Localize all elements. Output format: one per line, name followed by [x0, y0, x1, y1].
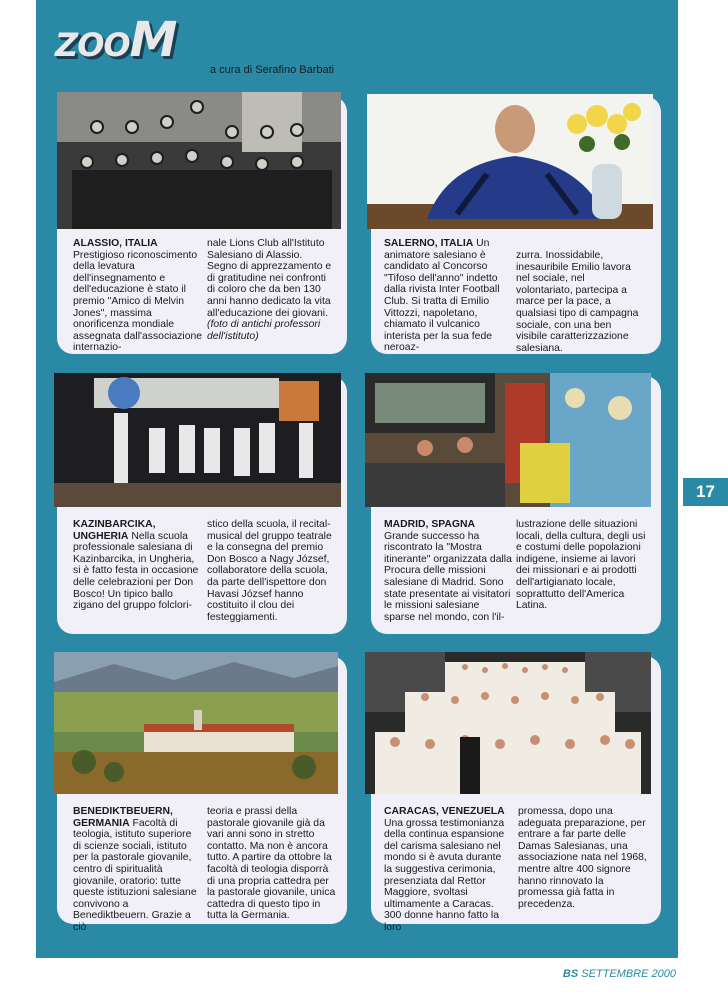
headline: MADRID, SPAGNA — [384, 519, 476, 530]
photo-caption: (foto di antichi professori dell'istituto) — [207, 319, 321, 342]
article-kazinbarcika-col2: stico della scuola, il recital-musical del gruppo teatrale e la consegna del premio Don Bosco a Nagy József, collaboratore della scuola, da parte dell'ispettore don Havasi József hanno costituito il clou dei festeggiamenti. — [207, 519, 332, 623]
article-madrid-col2: lustrazione delle situazioni locali, della cultura, degli usi e costumi delle popolazioni indigene, insieme ai lavori dei missionari e ai prodotti dell'artigianato locale, soprattutto dell'America Latina. — [516, 519, 646, 612]
photo-madrid — [365, 373, 651, 507]
article-caracas-col2: promessa, dopo una adeguata preparazione, per entrare a far parte delle Damas Salesianas, una associazione nata nel 1968, mentre altre 400 signore hanno rinnovato la promessa già fatta in precedenza. — [518, 806, 647, 910]
photo-kazinbarcika-image — [54, 373, 341, 507]
photo-benediktbeuern-image — [54, 652, 338, 794]
headline: CARACAS, VENEZUELA — [384, 806, 505, 817]
headline: SALERNO, ITALIA — [384, 238, 474, 249]
article-kazinbarcika-col1: KAZINBARCIKA, UNGHERIA Nella scuola professionale salesiana di Kazinbarcika, in Ungheria, si è fatto festa in occasione delle celebrazioni per Don Bosco! Un tipico ballo zigano del gruppo folclori- — [73, 519, 199, 612]
headline: BENEDIKTBEUERN, GERMANIA — [73, 806, 173, 829]
photo-alassio — [57, 92, 341, 229]
article-benediktbeuern-col2: teoria e prassi della pastorale giovanile già da vari anni sono in stretto contatto. Ma non è ancora tutto. A partire da ottobre la facoltà di teologia disporrà di una propria cattedra per la pastorale giovanile, unica cattedra di questo tipo in tutta la Germania. — [207, 806, 336, 922]
photo-benediktbeuern — [54, 652, 338, 794]
article-salerno-col1: SALERNO, ITALIA Un animatore salesiano è candidato al Concorso "Tifoso dell'anno" indetto dalla rivista Inter Football Club. Si tratta di Emilio Vittozzi, napoletano, chiamato il vulcanico interista per la sua fede neroaz- — [384, 238, 500, 354]
section-title: ZOOM — [55, 12, 177, 68]
magazine-abbrev: BS — [562, 968, 579, 980]
section-credit: a cura di Serafino Barbati — [210, 64, 335, 76]
photo-madrid-image — [365, 373, 651, 507]
article-benediktbeuern-col1: BENEDIKTBEUERN, GERMANIA Facoltà di teologia, istituto superiore di scienze sociali, istituto per la pastorale giovanile, centro di spiritualità giovanile, oratorio: tutte queste istituzioni salesiane convivono a Benediktbeuern. Grazie a ciò — [73, 806, 197, 933]
photo-salerno-image — [367, 94, 653, 229]
page-number-tab: 17 — [683, 478, 728, 506]
article-madrid-col1: MADRID, SPAGNA Grande successo ha riscontrato la "Mostra itinerante" organizzata dalla Procura delle missioni salesiane di Madrid. Sono state presentate ai visitatori le missioni salesiane sparse nel mondo, con l'il- — [384, 519, 512, 623]
article-salerno-col2: zurra. Inossidabile, inesauribile Emilio lavora nel sociale, nel volontariato, partecipa a marce per la pace, a qualsiasi tipo di campagna sociale, con una ben visibile caratterizzazione salesiana. — [516, 250, 639, 354]
article-alassio-col2: nale Lions Club all'Istituto Salesiano di Alassio. Segno di apprezzamento e di gratitudine nei confronti di coloro che da ben 130 anni hanno dedicato la vita all'educazione dei giovani. (foto di antichi professori dell'istituto) — [207, 238, 332, 342]
article-caracas-col1: CARACAS, VENEZUELA Una grossa testimonianza della continua espansione del carisma salesiano nel mondo si è avuta durante la suggestiva cerimonia, presenziata dal Rettor Maggiore, svoltasi ultimamente a Caracas. 300 donne hanno fatto la loro — [384, 806, 505, 933]
headline: KAZINBARCIKA, UNGHERIA — [73, 519, 156, 542]
article-alassio-col1: ALASSIO, ITALIA Prestigioso riconoscimento della levatura dell'insegnamento e dell'educazione è stato il premio "Amico di Melvin Jones", massima onorificenza mondiale assegnata dall'associazione internazio- — [73, 238, 203, 354]
headline: ALASSIO, ITALIA — [73, 238, 158, 249]
photo-caracas-image — [365, 652, 651, 794]
photo-alassio-image — [57, 92, 341, 229]
photo-caracas — [365, 652, 651, 794]
photo-salerno — [367, 94, 653, 229]
photo-kazinbarcika — [54, 373, 341, 507]
page-footer — [563, 968, 676, 980]
issue-date: SETTEMBRE 2000 — [581, 968, 676, 980]
